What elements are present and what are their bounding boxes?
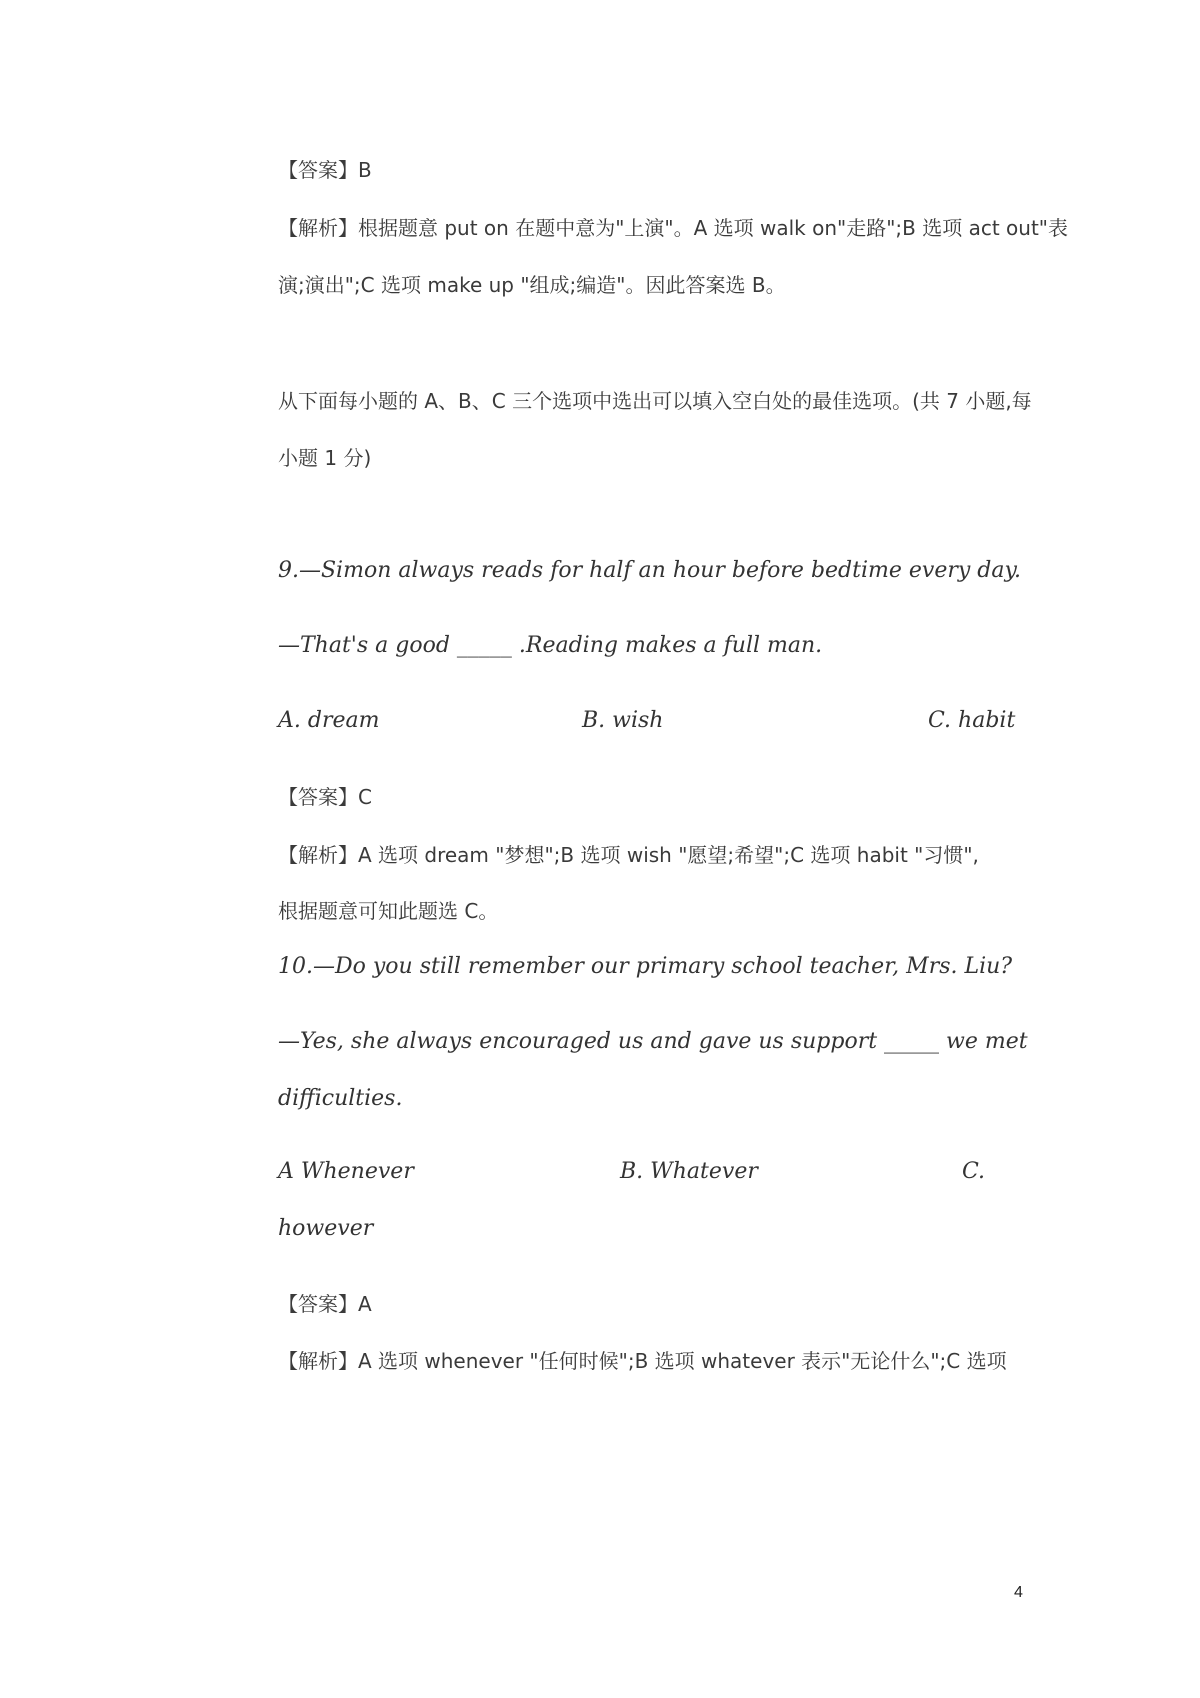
q9-answer: 【答案】C bbox=[278, 785, 372, 809]
q10-question: 10.—Do you still remember our primary school teacher, Mrs. Liu? bbox=[278, 954, 1013, 979]
q10-analysis-line-1: 【解析】A 选项 whenever "任何时候";B 选项 whatever 表示"无论什么";C 选项 bbox=[278, 1349, 1007, 1373]
q9-analysis-line-1: 【解析】A 选项 dream "梦想";B 选项 wish "愿望;希望";C 选项 habit "习惯", bbox=[278, 843, 979, 867]
page-number: 4 bbox=[1014, 1584, 1023, 1601]
q10-option-b: B. Whatever bbox=[620, 1159, 758, 1184]
q9-analysis-line-2: 根据题意可知此题选 C。 bbox=[278, 899, 499, 923]
q9-response: —That's a good _____ .Reading makes a full man. bbox=[278, 633, 823, 658]
analysis-prev-line-2: 演;演出";C 选项 make up "组成;编造"。因此答案选 B。 bbox=[278, 273, 786, 297]
q9-option-c: C. habit bbox=[928, 708, 1016, 733]
answer-prev: 【答案】B bbox=[278, 158, 372, 182]
q10-option-c-text: however bbox=[278, 1216, 374, 1241]
q9-option-a: A. dream bbox=[278, 708, 380, 733]
q9-question: 9.—Simon always reads for half an hour before bedtime every day. bbox=[278, 558, 1021, 583]
q10-response-line-1: —Yes, she always encouraged us and gave us support _____ we met bbox=[278, 1029, 1028, 1054]
section-intro-line-1: 从下面每小题的 A、B、C 三个选项中选出可以填入空白处的最佳选项。(共 7 小题,每 bbox=[278, 389, 1032, 413]
q10-option-c: C. bbox=[962, 1159, 986, 1184]
q10-option-a: A Whenever bbox=[278, 1159, 414, 1184]
section-intro-line-2: 小题 1 分) bbox=[278, 446, 372, 470]
analysis-prev-line-1: 【解析】根据题意 put on 在题中意为"上演"。A 选项 walk on"走路";B 选项 act out"表 bbox=[278, 216, 1068, 240]
q9-option-b: B. wish bbox=[582, 708, 664, 733]
q10-answer: 【答案】A bbox=[278, 1292, 372, 1316]
q10-response-line-2: difficulties. bbox=[278, 1086, 403, 1111]
